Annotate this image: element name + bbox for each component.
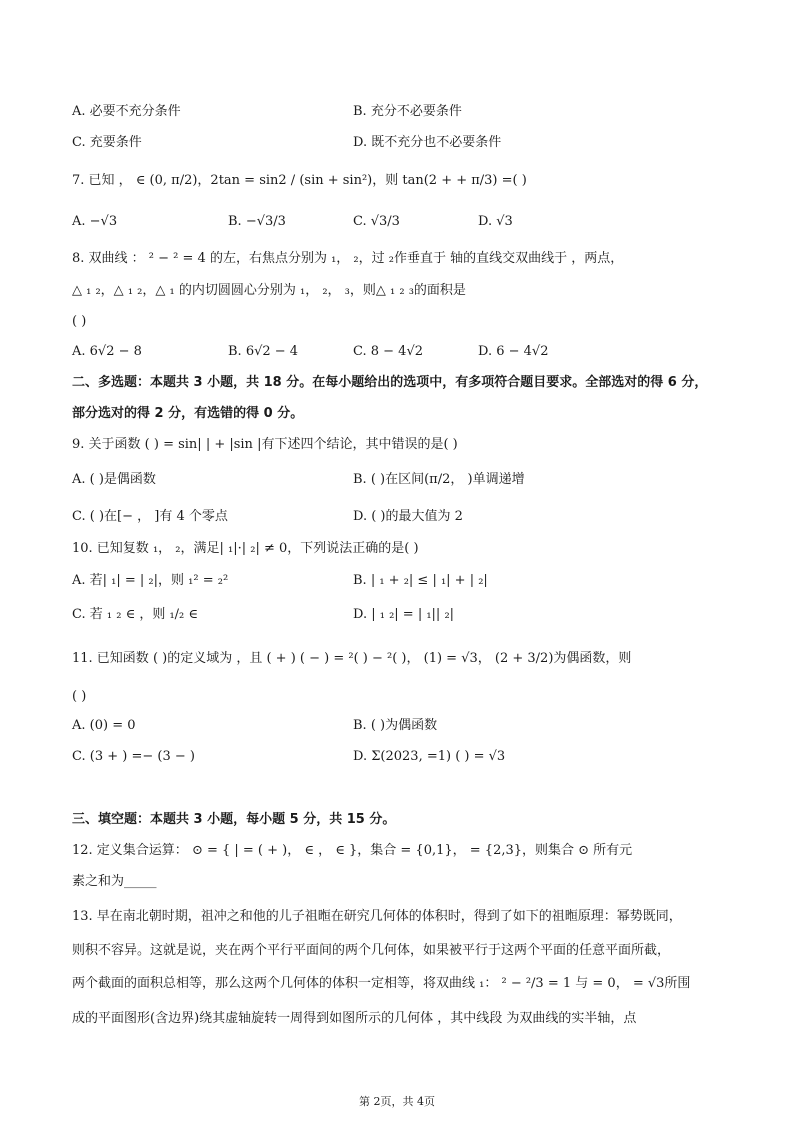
page-footer: 第 2页，共 4页 <box>359 1095 435 1108</box>
q7-option-c: C. √3/3 <box>353 214 400 229</box>
q10-option-c: C. 若 ₁ ₂ ∈ ，则 ₁/₂ ∈ <box>72 607 199 622</box>
q13-line1: 13. 早在南北朝时期，祖冲之和他的儿子祖暅在研究几何体的体积时，得到了如下的祖暅原理：幂势既同， <box>72 909 682 924</box>
q8-option-d: D. 6 − 4√2 <box>478 344 549 359</box>
q9-stem: 9. 关于函数 ( ) = sin| | + |sin |有下述四个结论，其中错误的是( ) <box>72 437 458 452</box>
q13-line3: 两个截面的面积总相等，那么这两个几何体的体积一定相等，将双曲线 ₁： ² − ²/3 = 1 与 = 0， = √3所围 <box>72 976 691 991</box>
q10-option-a: A. 若| ₁| = | ₂|，则 ₁² = ₂² <box>72 573 229 588</box>
q10-option-b: B. | ₁ + ₂| ≤ | ₁| + | ₂| <box>353 573 488 588</box>
q8-option-b: B. 6√2 − 4 <box>228 344 299 359</box>
section3-heading: 三、填空题：本题共 3 小题，每小题 5 分，共 15 分。 <box>72 812 396 827</box>
q7-stem: 7. 已知 ， ∈ (0, π/2)，2tan = sin2 / (sin + sin²)，则 tan(2 + + π/3) =( ) <box>72 173 527 188</box>
section2-heading-line1: 二、多选题：本题共 3 小题，共 18 分。在每小题给出的选项中，有多项符合题目要求。全部选对的得 6 分， <box>72 375 708 390</box>
q11-stem-line1: 11. 已知函数 ( )的定义域为 ，且 ( + ) ( − ) = ²( ) − ²( )， (1) = √3， (2 + 3/2)为偶函数，则 <box>72 651 632 666</box>
q10-stem: 10. 已知复数 ₁， ₂，满足| ₁|·| ₂| ≠ 0，下列说法正确的是( ) <box>72 541 419 556</box>
q7-option-b: B. −√3/3 <box>228 214 286 229</box>
q8-stem-line1: 8. 双曲线 ： ² − ² = 4 的左，右焦点分别为 ₁， ₂，过 ₂作垂直于 轴的直线交双曲线于 ，两点， <box>72 251 624 266</box>
q11-option-b: B. ( )为偶函数 <box>353 718 438 733</box>
q8-stem-line3: ( ) <box>72 314 87 329</box>
q8-option-a: A. 6√2 − 8 <box>72 344 142 359</box>
q11-option-d: D. Σ(2023, =1) ( ) = √3 <box>353 749 506 764</box>
q7-option-d: D. √3 <box>478 214 513 229</box>
q12-line2: 素之和为_____ <box>72 874 157 889</box>
q6-option-a: A. 必要不充分条件 <box>72 104 181 119</box>
q13-line2: 则积不容异。这就是说，夹在两个平行平面间的两个几何体，如果被平行于这两个平面的任意平面所截， <box>72 943 671 958</box>
q9-option-a: A. ( )是偶函数 <box>72 472 156 487</box>
q7-option-a: A. −√3 <box>72 214 118 229</box>
q11-option-a: A. (0) = 0 <box>72 718 136 733</box>
q6-option-b: B. 充分不必要条件 <box>353 104 462 119</box>
q9-option-b: B. ( )在区间(π/2， )单调递增 <box>353 472 525 487</box>
q8-option-c: C. 8 − 4√2 <box>353 344 424 359</box>
section2-heading-line2: 部分选对的得 2 分，有选错的得 0 分。 <box>72 406 304 421</box>
q10-option-d: D. | ₁ ₂| = | ₁|| ₂| <box>353 607 455 622</box>
q9-option-d: D. ( )的最大值为 2 <box>353 509 463 524</box>
q11-stem-line2: ( ) <box>72 689 87 704</box>
q9-option-c: C. ( )在[− ， ]有 4 个零点 <box>72 509 228 524</box>
q6-option-d: D. 既不充分也不必要条件 <box>353 135 502 150</box>
q8-stem-line2: △ ₁ ₂，△ ₁ ₂，△ ₁ 的内切圆圆心分别为 ₁， ₂， ₃，则△ ₁ ₂ ₃的面积是 <box>72 283 466 298</box>
q11-option-c: C. (3 + ) =− (3 − ) <box>72 749 195 764</box>
q12-line1: 12. 定义集合运算： ⊙ = { | = ( + )， ∈ ， ∈ }，集合 = {0,1}， = {2,3}，则集合 ⊙ 所有元 <box>72 843 633 858</box>
q13-line4: 成的平面图形(含边界)绕其虚轴旋转一周得到如图所示的几何体 ，其中线段 为双曲线的实半轴，点 <box>72 1011 637 1026</box>
q6-option-c: C. 充要条件 <box>72 135 142 150</box>
